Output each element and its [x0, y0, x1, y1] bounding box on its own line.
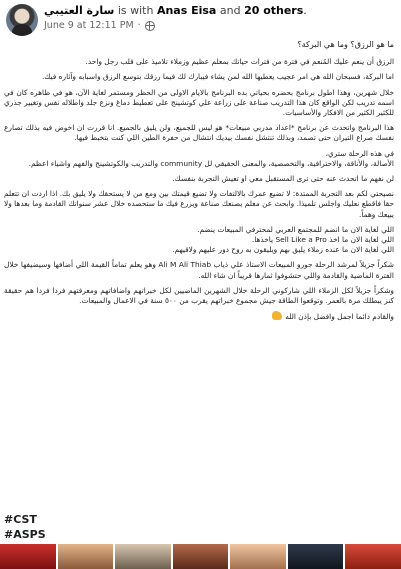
post-meta [44, 20, 155, 31]
flexed-biceps-icon [272, 311, 282, 320]
author-avatar[interactable] [6, 4, 38, 36]
hashtag-cst[interactable]: #CST [4, 513, 37, 526]
post-paragraph: خلال شهرين، وهذا اطول برنامج بحضره بحياتي بده البرنامج بالايام الاولى من الحظر ومستمر لغاية الآن، هو في ظاهره كان في اسمه تدريب لكن الواقع كان هذا التدريب صناعة على زراعة علي كوتشينج على تعطيط دماغ ونزع جلد واطلاله نفس وتغيير جذري للكثير الكثير من الافكار والأساسيات. [4, 87, 394, 118]
post-paragraph: اما البركة، فسبحان الله هي امر عجيب يعطيها الله لمن يشاء فيبارك لك فيما رزقك بتوسع الرزق واسبابه وآثاره فيك. [41, 72, 394, 82]
photo-thumbnail[interactable] [0, 544, 56, 569]
post-closing-text: والقادم دائما اجمل وافضل بإذن الله [285, 312, 394, 322]
post-paragraph: لن نفهم ما اتحدث عنه حتى ترى المستقبل معي او تعيش التجربة بنفسك. [172, 174, 394, 184]
and-text: and [219, 4, 241, 17]
post-line: الأصالة، والأناقة، والاحترافية، والتخصصية، والمعنى الحقيقي لل community والتدريب والكوتشينج والفهم واشياء اعظم. [28, 158, 394, 168]
meta-dot: · [137, 20, 141, 31]
photo-thumbnail[interactable] [58, 544, 114, 569]
period: . [303, 4, 307, 17]
post-paragraph: الرزق أن ينعم عليك المُنعم في فترة من فترات حياتك بمعلم عظيم وزملاء تلاميذ على قلب رجل واحد. [85, 57, 394, 67]
photo-thumbnail[interactable] [173, 544, 229, 569]
globe-icon[interactable] [145, 21, 155, 31]
hashtag-asps[interactable]: #ASPS [4, 528, 46, 541]
author-name-link[interactable]: سارة العتيبي [44, 4, 115, 17]
post-author-line [44, 4, 396, 20]
tagged-person-link[interactable]: Anas Eisa [156, 4, 217, 17]
photo-strip[interactable] [0, 544, 401, 569]
post-paragraph-group [4, 225, 394, 256]
photo-thumbnail[interactable] [230, 544, 286, 569]
post-closing-line [4, 311, 394, 322]
post-line: اللي لغاية الان ما انضم للمجتمع العربي لمحترفي المبيعات ينضم. [197, 224, 394, 234]
photo-thumbnail[interactable] [288, 544, 344, 569]
post-body [4, 40, 394, 510]
post-paragraph: نصيحتي لكم بعد التجربة الممتدة: لا تضيع عمرك بالالتفات ولا تضيع قيمتك بين ومع من لا يستحقك ولا يليق بك. اذا اردت ان تتعلم حقا فاقطع نعليك واجلس تلميذا. وابحث عن معلم يصنعك صناعة ويزرع فيك ما ستحصده خلال عشر سنواتك القادمة وما بعدها ولا يبيعك وهماً. [4, 189, 394, 219]
post-paragraph: شكراً جزيلاً لمرشد الرحلة جورو المبيعات الاستاذ علي ذياب Ali M Ali Thiab وهو يعلم تماماً القيمة اللي أضافها وسيضيفها خلال الفترة الماضية والقادمة واللي حتشوفوا ثمارها قريباً ان شاء الله. [4, 260, 394, 280]
post-paragraph: وشكراً جزيلاً لكل الزملاء اللي شاركوني الرحلة خلال الشهرين الماضيين لكل خبراتهم واضافاتهم ومعرفتهم فردا فردا هم حقيقة كنز يبطلك مرة بالعمر. وتوقعوا الطاقة جيش مجموع خبراتهم يقرب من ٥٠٠ سنة في الاعمال والمبيعات. [4, 285, 394, 306]
photo-thumbnail[interactable] [345, 544, 401, 569]
post-timestamp[interactable]: June 9 at 12:11 PM [44, 20, 134, 31]
post-paragraph-group [4, 149, 394, 169]
post-line: اللي لغاية الان ما اخذ Sell Like a Pro ياخذها. [251, 235, 394, 245]
photo-thumbnail[interactable] [115, 544, 171, 569]
post-heading: ما هو الرزق؟ وما هي البركة؟ [297, 40, 394, 49]
tagged-others-link[interactable]: 20 others [244, 4, 304, 17]
post-header [0, 0, 401, 40]
post-line: اللي لغاية الان ما عنده زملاء يليق بهم ويليقون به روح دور عليهم ولاقيهم. [172, 245, 394, 255]
post-paragraph: هذا البرنامج واتحدث عن برنامج *اعداد مدربي مبيعات* هو ليس للجميع، ولن يليق بالجميع. انا قررت ان اخوض فيه بذلك تصارع نفسك صراع التيران حتى تصمد، وبذلك تنتشل نفسك بيديك انتشال من حفرة الطين اللي كنت بتخبط فيها. [4, 123, 394, 143]
with-text: is with [117, 4, 154, 17]
post-line: في هذه الرحلة ستري، [325, 148, 394, 158]
